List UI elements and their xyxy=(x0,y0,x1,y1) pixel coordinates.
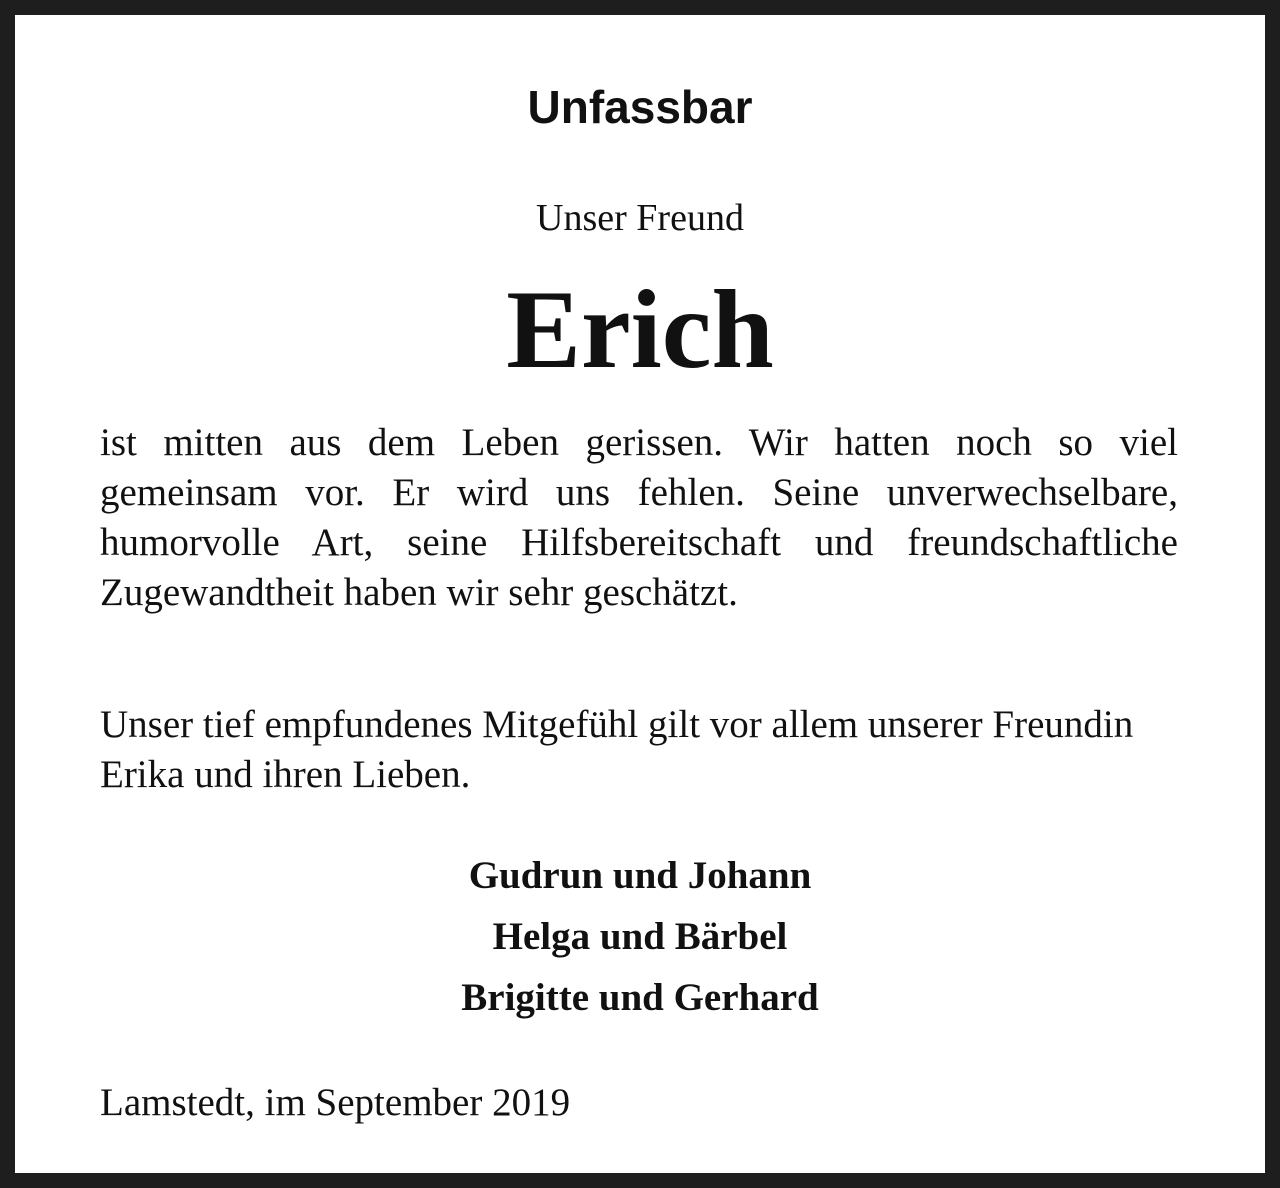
signature-line: Gudrun und Johann xyxy=(468,854,812,897)
condolence-paragraph: Unser tief empfundenes Mitgefühl gilt vor allem unserer Freundin Erika und ihren Lieben. xyxy=(100,703,1134,796)
deceased-name: Erich xyxy=(506,268,774,392)
notice-heading: Unfassbar xyxy=(527,81,753,133)
place-date: Lamstedt, im September 2019 xyxy=(100,1081,571,1124)
notice-subheading: Unser Freund xyxy=(536,197,744,239)
tribute-paragraph: ist mitten aus dem Leben gerissen. Wir hatten noch so viel gemeinsam vor. Er wird uns fehlen. Seine unverwechselbare, humorvolle Art, seine Hilfsbereitschaft und freundschaftliche Zugewandtheit haben wir sehr geschätzt. xyxy=(100,421,1178,614)
signature-line: Brigitte und Gerhard xyxy=(461,976,819,1019)
signatures-block xyxy=(15,845,1265,1028)
signature-line: Helga und Bärbel xyxy=(492,915,788,958)
